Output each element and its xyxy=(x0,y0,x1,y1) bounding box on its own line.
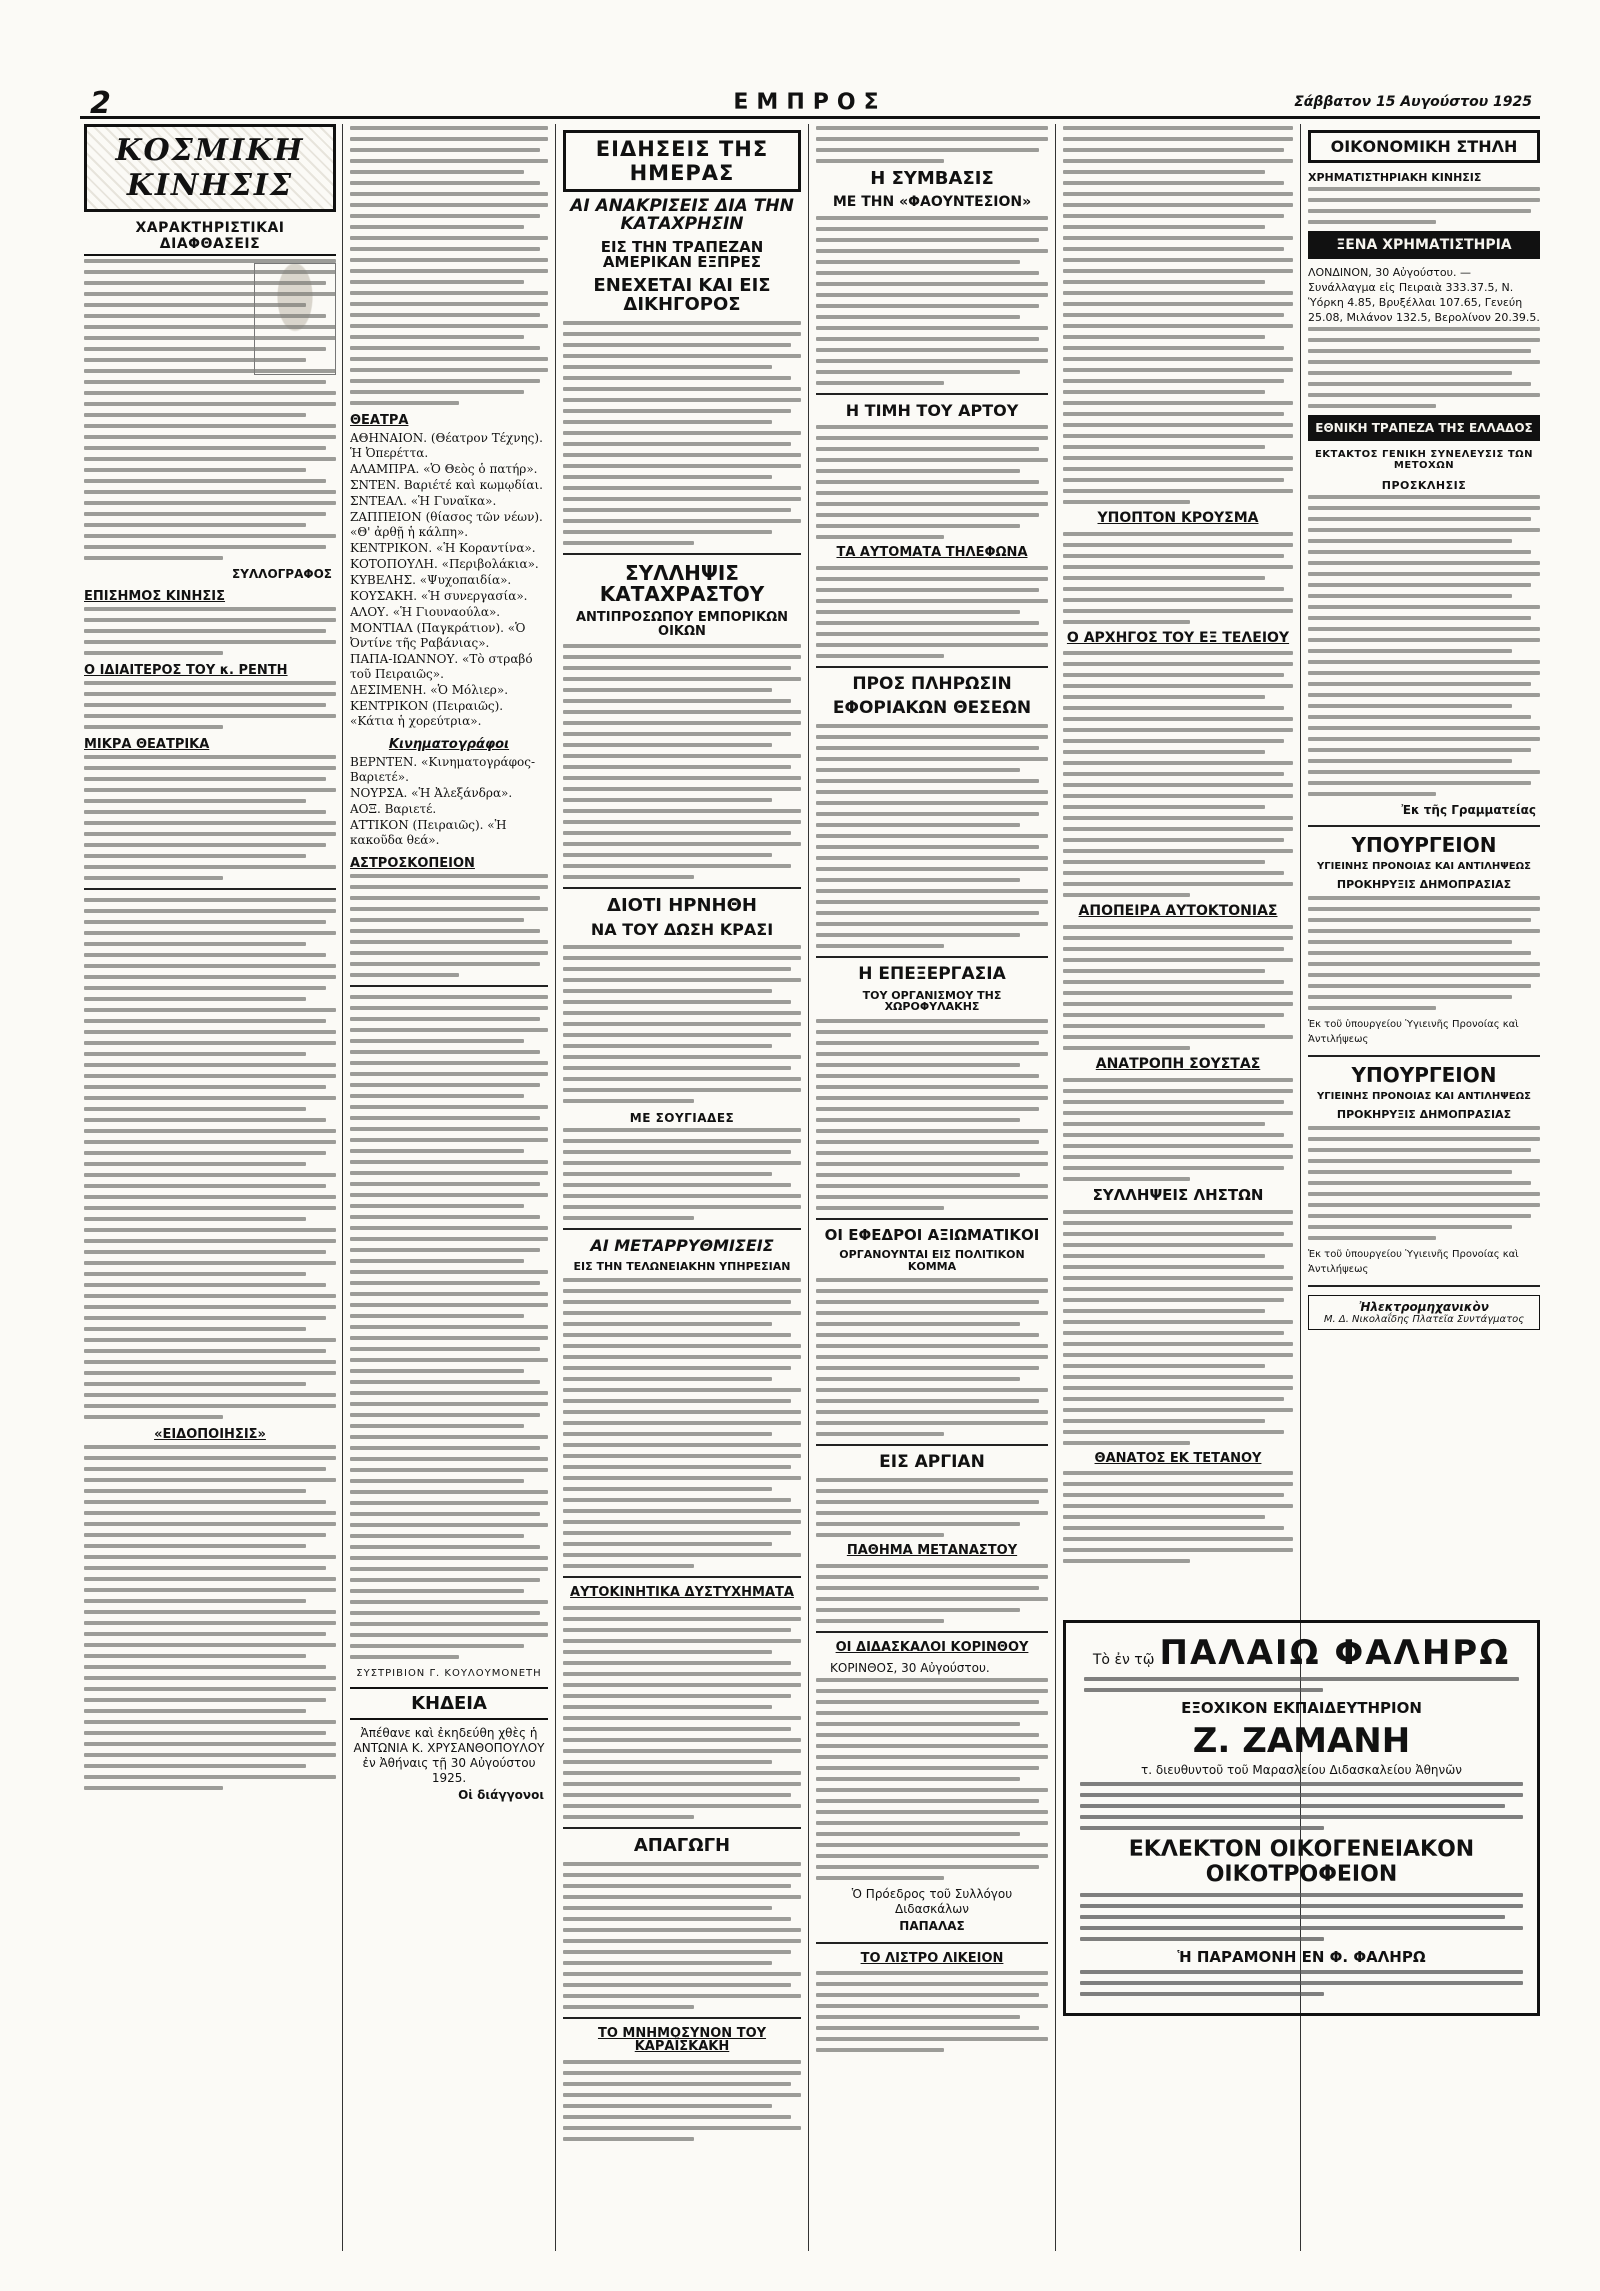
headline: Η ΕΠΕΞΕΡΓΑΣΙΑ xyxy=(858,963,1006,984)
cinema-title: Κινηματογράφοι xyxy=(388,737,510,752)
section-title: Ο ΙΔΙΑΙΤΕΡΟΣ ΤΟΥ κ. ΡΕΝΤΗ xyxy=(84,663,288,678)
headline: ΠΡΟΚΗΡΥΞΙΣ ΔΗΜΟΠΡΑΣΙΑΣ xyxy=(1336,877,1512,891)
funeral-text: Ἀπέθανε καὶ ἐκηδεύθη χθὲς ἡ ΑΝΤΩΝΙΑ Κ. ΧΡΥΣΑΝΘΟΠΟΥΛΟΥ ἐν Ἀθήναις τῇ 30 Αὐγούστου 1925. xyxy=(353,1726,545,1785)
headline: ΝΑ ΤΟΥ ΔΩΣΗ ΚΡΑΣΙ xyxy=(590,920,774,940)
section-title: ΞΕΝΑ ΧΡΗΜΑΤΙΣΤΗΡΙΑ xyxy=(1308,231,1540,259)
headline: ΥΠΟΥΡΓΕΙΟΝ xyxy=(1351,833,1497,857)
list-item: ΚΕΝΤΡΙΚΟΝ (Πειραιῶς). «Κάτια ἡ χορεύτρια». xyxy=(350,699,504,728)
list-item: ΑΟΞ. Βαριετέ. xyxy=(350,802,437,816)
article-body xyxy=(816,1564,1048,1623)
article-body xyxy=(816,1478,1048,1537)
article-body xyxy=(563,1278,801,1568)
list-item: ΑΛΑΜΠΡΑ. «Ὁ Θεὸς ὁ πατήρ». xyxy=(350,462,538,476)
school-ad-box xyxy=(1063,1620,1540,2016)
headline: ΠΑΘΗΜΑ ΜΕΤΑΝΑΣΤΟΥ xyxy=(846,1543,1018,1559)
headline: ΣΥΛΛΗΨΙΣ ΚΑΤΑΧΡΑΣΤΟΥ xyxy=(599,560,765,606)
headline: ΥΓΙΕΙΝΗΣ ΠΡΟΝΟΙΑΣ ΚΑΙ ΑΝΤΙΛΗΨΕΩΣ xyxy=(1317,1091,1531,1103)
headline: ΤΟΥ ΟΡΓΑΝΙΣΜΟΥ ΤΗΣ ΧΩΡΟΦΥΛΑΚΗΣ xyxy=(862,988,1002,1014)
list-item: ΚΟΤΟΠΟΥΛΗ. «Περιβολάκια». xyxy=(350,557,539,571)
section-title: ΧΑΡΑΚΤΗΡΙΣΤΙΚΑΙ ΔΙΑΦΘΑΣΕΙΣ xyxy=(84,220,336,256)
list-item: ΜΟΝΤΙΑΛ (Παγκράτιον). «Ὁ Ὀντίνε τῆς Ραβάνιας». xyxy=(350,621,526,650)
death-notice-header: ΣΥΣΤΡΙΒΙΟΝ Γ. ΚΟΥΛΟΥΜΟΝΕΤΗ xyxy=(356,1668,542,1679)
divider xyxy=(563,1827,801,1829)
list-item: ΒΕΡΝΤΕΝ. «Κινηματογράφος-Βαριετέ». xyxy=(350,755,536,784)
divider xyxy=(563,1228,801,1230)
section-title: ΑΣΤΡΟΣΚΟΠΕΙΟΝ xyxy=(350,856,475,871)
headline: ΟΙ ΔΙΔΑΣΚΑΛΟΙ ΚΟΡΙΝΘΟΥ xyxy=(835,1639,1029,1655)
article-body xyxy=(816,1971,1048,2052)
headline: ΑΙ ΑΝΑΚΡΙΣΕΙΣ ΔΙΑ ΤΗΝ ΚΑΤΑΧΡΗΣΙΝ xyxy=(570,196,794,234)
divider xyxy=(1308,825,1540,827)
school-ad-line: Ἡ ΠΑΡΑΜΟΝΗ ΕΝ Φ. ΦΑΛΗΡΩ xyxy=(1177,1948,1426,1966)
article-body xyxy=(1063,925,1293,1050)
funeral-title: ΚΗΔΕΙΑ xyxy=(350,1687,548,1720)
article-body xyxy=(1308,1126,1540,1240)
divider xyxy=(816,666,1048,668)
article-body xyxy=(1063,532,1293,624)
issue-date: Σάββατον 15 Αυγούστου 1925 xyxy=(1294,94,1532,110)
school-ad-line: ΕΚΛΕΚΤΟΝ ΟΙΚΟΓΕΝΕΙΑΚΟΝ ΟΙΚΟΤΡΟΦΕΙΟΝ xyxy=(1128,1837,1475,1887)
masthead xyxy=(80,86,1540,121)
headline: ΠΡΟΣ ΠΛΗΡΩΣΙΝ xyxy=(852,674,1012,695)
list-item: ΔΕΣΙΜΕΝΗ. «Ὁ Μόλιερ». xyxy=(350,683,509,697)
headline: ΔΙΟΤΙ ΗΡΝΗΘΗ xyxy=(607,895,757,917)
article-body xyxy=(563,945,801,1103)
article-body xyxy=(816,1278,1048,1436)
divider xyxy=(563,2017,801,2019)
article-body xyxy=(1084,1677,1519,1692)
headline: ΑΠΑΓΩΓΗ xyxy=(633,1834,731,1856)
article-signature: Ἐκ τοῦ ὑπουργείου Ὑγιεινῆς Προνοίας καὶ Ἀντιλήψεως xyxy=(1308,1019,1519,1046)
article-body xyxy=(816,1678,1048,1880)
dateline: ΚΟΡΙΝΘΟΣ, 30 Αὐγούστου. xyxy=(830,1660,990,1675)
article-body xyxy=(1063,651,1293,897)
article-body xyxy=(1063,126,1293,504)
school-ad-intro: Τὸ ἐν τῷ ΠΑΛΑΙΩ ΦΑΛΗΡΩ xyxy=(1092,1633,1511,1673)
article-body xyxy=(84,755,336,880)
column-1 xyxy=(84,124,336,2251)
divider xyxy=(816,1631,1048,1633)
headline: Η ΤΙΜΗ ΤΟΥ ΑΡΤΟΥ xyxy=(845,400,1019,420)
list-item: ΚΟΥΣΑΚΗ. «Ἡ συνεργασία». xyxy=(350,589,528,603)
article-body xyxy=(1308,187,1540,224)
headline: ΑΝΤΙΠΡΟΣΩΠΟΥ ΕΜΠΟΡΙΚΩΝ ΟΙΚΩΝ xyxy=(575,609,789,639)
divider xyxy=(563,1576,801,1578)
headline: ΕΙΣ ΤΗΝ ΤΡΑΠΕΖΑΝ ΑΜΕΡΙΚΑΝ ΕΞΠΡΕΣ xyxy=(600,237,764,272)
page-number: 2 xyxy=(90,86,111,121)
small-ad-title: Ἠλεκτρομηχανικὸν xyxy=(1359,1300,1489,1315)
headline: ΜΕ ΤΗΝ «ΦΑΟΥΝΤΕΣΙΟΝ» xyxy=(832,193,1032,210)
article-body xyxy=(563,644,801,879)
headline: ΣΥΛΛΗΨΕΙΣ ΛΗΣΤΩΝ xyxy=(1092,1185,1264,1204)
headline: ΥΠΟΥΡΓΕΙΟΝ xyxy=(1351,1063,1497,1088)
headline: ΑΠΟΠΕΙΡΑ ΑΥΤΟΚΤΟΝΙΑΣ xyxy=(1078,903,1278,920)
economic-column-banner: ΟΙΚΟΝΟΜΙΚΗ ΣΤΗΛΗ xyxy=(1308,130,1540,163)
headline: ΟΙ ΕΦΕΔΡΟΙ ΑΞΙΩΜΑΤΙΚΟΙ xyxy=(824,1225,1040,1244)
news-of-the-day-banner: ΕΙΔΗΣΕΙΣ ΤΗΣ ΗΜΕΡΑΣ xyxy=(563,130,801,192)
article-body xyxy=(563,1862,801,2009)
headline: ΤΟ ΛΙΣΤΡΟ ΛΙΚΕΙΟΝ xyxy=(860,1950,1004,1966)
paper-title: ΕΜΠΡΟΣ xyxy=(733,90,887,115)
article-body xyxy=(350,874,548,977)
section-title: ΧΡΗΜΑΤΙΣΤΗΡΙΑΚΗ ΚΙΝΗΣΙΣ xyxy=(1308,171,1482,184)
article-body xyxy=(1063,1471,1293,1563)
article-body xyxy=(816,216,1048,385)
headline: ΘΑΝΑΤΟΣ ΕΚ ΤΕΤΑΝΟΥ xyxy=(1094,1450,1262,1466)
list-item: ΚΕΝΤΡΙΚΟΝ. «Ἡ Κοραντίνα». xyxy=(350,541,536,555)
school-advertisement xyxy=(1063,1620,1540,2016)
divider xyxy=(1308,1285,1540,1287)
headline: Η ΣΥΜΒΑΣΙΣ xyxy=(870,168,994,189)
article-signature: Ἐκ τοῦ ὑπουργείου Ὑγιεινῆς Προνοίας καὶ Ἀντιλήψεως xyxy=(1308,1249,1519,1276)
article-body xyxy=(350,995,548,1659)
article-body xyxy=(1308,896,1540,1010)
column-rule xyxy=(342,124,343,2251)
list-item: ΑΛΟΥ. «Ἡ Γιουναούλα». xyxy=(350,605,501,619)
article-body xyxy=(1080,1893,1523,1941)
article-body xyxy=(1063,1078,1293,1181)
cinema-list xyxy=(350,755,548,848)
article-body xyxy=(1063,1210,1293,1445)
headline: ΑΥΤΟΚΙΝΗΤΙΚΑ ΔΥΣΤΥΧΗΜΑΤΑ xyxy=(570,1585,794,1601)
divider xyxy=(1308,1055,1540,1057)
divider xyxy=(816,956,1048,958)
section-title: ΕΘΝΙΚΗ ΤΡΑΠΕΖΑ ΤΗΣ ΕΛΛΑΔΟΣ xyxy=(1308,415,1540,441)
headline: ΥΓΙΕΙΝΗΣ ΠΡΟΝΟΙΑΣ ΚΑΙ ΑΝΤΙΛΗΨΕΩΣ xyxy=(1317,861,1531,872)
article-body xyxy=(816,126,1048,163)
divider xyxy=(84,888,336,890)
article-body xyxy=(84,607,336,655)
divider xyxy=(816,1444,1048,1446)
article-body xyxy=(816,425,1048,539)
headline: ΕΙΣ ΑΡΓΙΑΝ xyxy=(879,1452,985,1473)
article-signature: ΣΥΛΛΟΓΡΑΦΟΣ xyxy=(232,567,332,581)
divider xyxy=(563,887,801,889)
divider xyxy=(350,985,548,987)
list-item: ΚΥΒΕΛΗΣ. «Ψυχοπαιδία». xyxy=(350,573,512,587)
article-body xyxy=(1308,495,1540,796)
list-item: ΠΑΠΑ-ΙΩΑΝΝΟΥ. «Τὸ στραβό τοῦ Πειραιῶς». xyxy=(350,652,533,681)
headline: ΕΦΟΡΙΑΚΩΝ ΘΕΣΕΩΝ xyxy=(832,697,1032,718)
divider xyxy=(816,393,1048,395)
column-rule xyxy=(555,124,556,2251)
article-signature: Ἐκ τῆς Γραμματείας xyxy=(1401,803,1536,817)
school-ad-name: Ζ. ΖΑΜΑΝΗ xyxy=(1192,1721,1411,1761)
headline: ΠΡΟΚΗΡΥΞΙΣ ΔΗΜΟΠΡΑΣΙΑΣ xyxy=(1336,1107,1512,1121)
list-item: ΣΝΤΕΑΛ. «Ἡ Γυναῖκα». xyxy=(350,494,497,508)
divider xyxy=(816,1942,1048,1944)
section-title: ΕΠΙΣΗΜΟΣ ΚΙΝΗΣΙΣ xyxy=(84,589,226,604)
article-body xyxy=(84,681,336,729)
section-title: «ΕΙΔΟΠΟΙΗΣΙΣ» xyxy=(154,1427,266,1442)
school-ad-location: ΠΑΛΑΙΩ ΦΑΛΗΡΩ xyxy=(1159,1633,1511,1673)
small-ad xyxy=(1308,1295,1540,1330)
headline: ΑΝΑΤΡΟΠΗ ΣΟΥΣΤΑΣ xyxy=(1095,1056,1261,1073)
section-subtitle: ΕΚΤΑΚΤΟΣ ΓΕΝΙΚΗ ΣΥΝΕΛΕΥΣΙΣ ΤΩΝ ΜΕΤΟΧΩΝ xyxy=(1314,449,1534,471)
headline: ΤΑ ΑΥΤΟΜΑΤΑ ΤΗΛΕΦΩΝΑ xyxy=(836,545,1028,561)
column-2 xyxy=(350,124,548,2251)
divider xyxy=(816,1218,1048,1220)
article-body xyxy=(816,724,1048,948)
article-body xyxy=(563,1128,801,1220)
article-body xyxy=(816,1019,1048,1210)
signature-name: ΠΑΠΑΛΑΣ xyxy=(899,1918,965,1933)
headline: ΤΟ ΜΝΗΜΟΣΥΝΟΝ ΤΟΥ ΚΑΡΑΪΣΚΑΚΗ xyxy=(597,2025,767,2055)
headline: ΑΙ ΜΕΤΑΡΡΥΘΜΙΣΕΙΣ xyxy=(590,1235,774,1255)
column-3 xyxy=(563,124,801,2251)
small-ad-subtitle: Μ. Δ. Νικολαΐδης Πλατεῖα Συντάγματος xyxy=(1323,1314,1525,1326)
article-body xyxy=(563,1606,801,1819)
article-body xyxy=(563,321,801,545)
theatre-title: ΘΕΑΤΡΑ xyxy=(350,413,409,428)
article-body xyxy=(1308,327,1540,408)
column-rule xyxy=(1055,124,1056,2251)
list-item: ΑΤΤΙΚΟΝ (Πειραιῶς). «Ἡ κακοῦδα θεά». xyxy=(350,818,507,847)
article-body xyxy=(84,898,336,1419)
headline: ΕΝΕΧΕΤΑΙ ΚΑΙ ΕΙΣ ΔΙΚΗΓΟΡΟΣ xyxy=(593,275,771,316)
list-item: ΝΟΥΡΣΑ. «Ἡ Ἀλεξάνδρα». xyxy=(350,786,513,800)
section-subtitle: ΠΡΟΣΚΛΗΣΙΣ xyxy=(1381,479,1467,492)
article-text: ΛΟΝΔΙΝΟΝ, 30 Αὐγούστου. — Συνάλλαγμα εἰς Πειραιὰ 333.37.5, Ν. Ὑόρκη 4.85, Βρυξέλλαι 107.65, Γενεύη 25.08, Μιλάνον 132.5, Βερολίνον 20.39.5. xyxy=(1308,266,1540,324)
list-item: ΖΑΠΠΕΙΟΝ (θίασος τῶν νέων). «Θ' ἀρθῇ ἡ κάλπη». xyxy=(350,510,543,539)
article-body xyxy=(816,566,1048,658)
list-item: ΣΝΤΕΝ. Βαριέτέ καὶ κωμῳδίαι. xyxy=(350,478,543,492)
article-body xyxy=(350,126,548,405)
article-body xyxy=(563,2060,801,2141)
headline: ΜΕ ΣΟΥΓΙΑΔΕΣ xyxy=(629,1110,735,1125)
headline: ΟΡΓΑΝΟΥΝΤΑΙ ΕΙΣ ΠΟΛΙΤΙΚΟΝ ΚΟΜΜΑ xyxy=(839,1248,1025,1273)
headline: ΥΠΟΠΤΟΝ ΚΡΟΥΣΜΑ xyxy=(1097,510,1259,526)
headline: ΕΙΣ ΤΗΝ ΤΕΛΩΝΕΙΑΚΗΝ ΥΠΗΡΕΣΙΑΝ xyxy=(573,1259,791,1273)
article-body xyxy=(84,1445,336,1790)
article-body xyxy=(84,259,336,560)
column-5 xyxy=(1063,124,1293,1591)
section-title: ΜΙΚΡΑ ΘΕΑΤΡΙΚΑ xyxy=(84,737,210,752)
kosmiki-kinisis-logo: ΚΟΣΜΙΚΗ ΚΙΝΗΣΙΣ xyxy=(84,124,336,212)
column-rule xyxy=(808,124,809,2251)
headline: Ο ΑΡΧΗΓΟΣ ΤΟΥ ΕΞ ΤΕΛΕΙΟΥ xyxy=(1066,629,1290,646)
signature-title: Ὁ Πρόεδρος τοῦ Συλλόγου Διδασκάλων xyxy=(851,1886,1013,1916)
school-ad-line: ΕΞΟΧΙΚΟΝ ΕΚΠΑΙΔΕΥΤΗΡΙΟΝ xyxy=(1181,1699,1422,1717)
divider xyxy=(563,553,801,555)
column-4 xyxy=(816,124,1048,2251)
article-body xyxy=(1080,1970,1523,1996)
school-ad-line: τ. διευθυντοῦ τοῦ Μαρασλείου Διδασκαλείου Ἀθηνῶν xyxy=(1141,1763,1462,1777)
article-body xyxy=(1080,1782,1523,1830)
theatre-list xyxy=(350,431,548,729)
list-item: ΑΘΗΝΑΙΟΝ. (Θέατρον Τέχνης). Ἡ Ὀπερέττα. xyxy=(350,431,543,460)
funeral-signature: Οἱ διάγγονοι xyxy=(458,1788,544,1802)
column-6 xyxy=(1308,124,1540,1591)
